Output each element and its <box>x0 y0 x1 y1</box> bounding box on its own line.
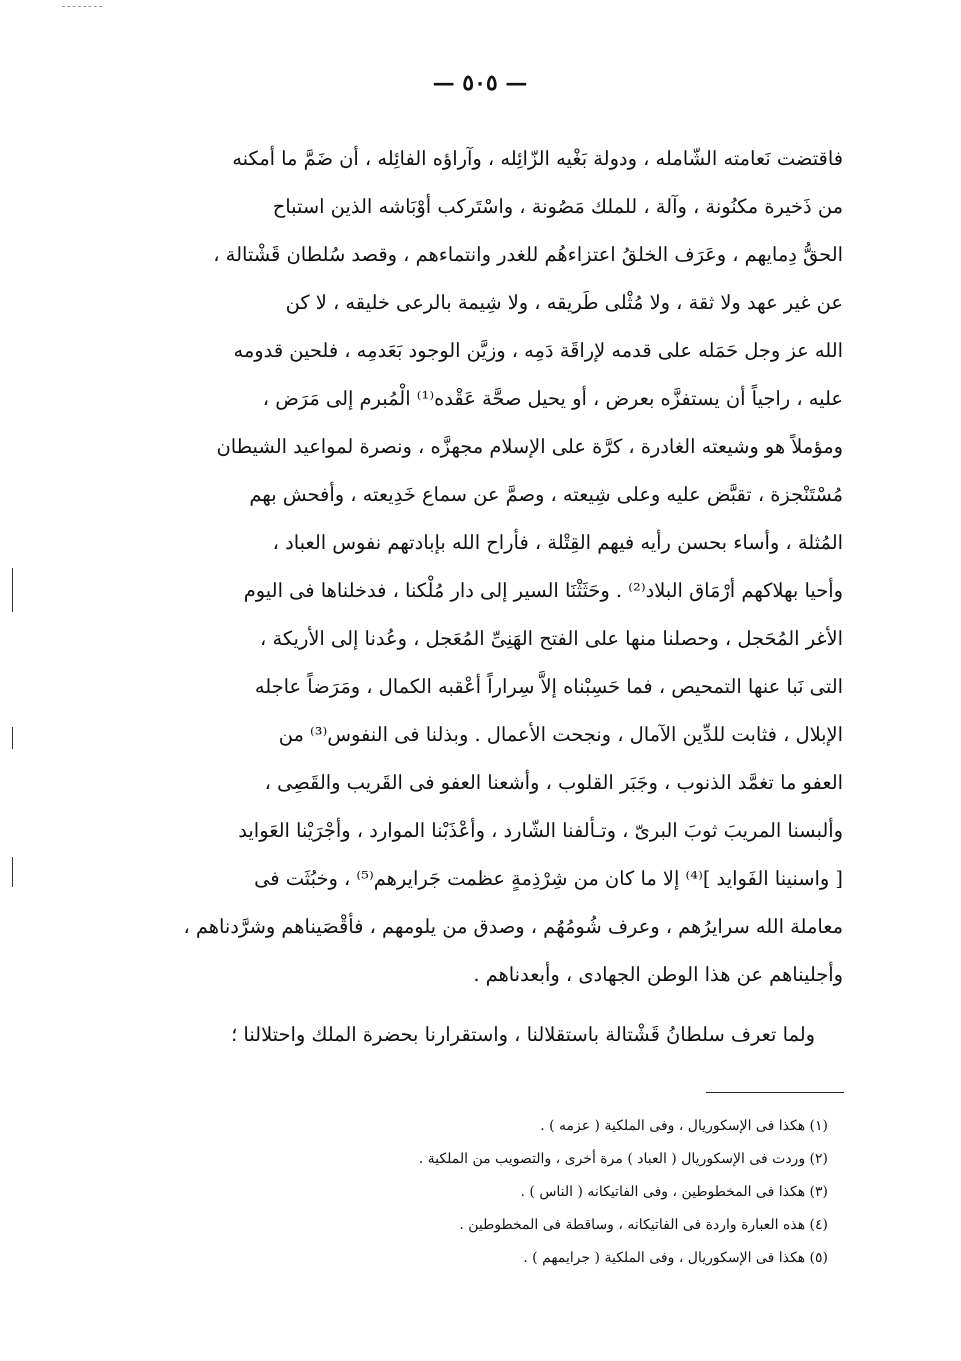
text-line: ومؤملاً هو وشيعته الغادرة ، كرَّة على الإسلام مجهزَّه ، ونصرة لمواعيد الشيطان <box>216 435 843 458</box>
text-line: التى نَبا عنها التمحيص ، فما حَسِبْناه إلاَّ سِراراً أعْقبه الكمال ، ومَرَضاً عاجله <box>254 675 843 698</box>
text-line: وألبسنا المريبَ ثوبَ البرىّ ، وتـألفنا الشّارد ، وأعْذَبْنا الموارد ، وأجْرَيْنا العَوايد <box>238 819 843 842</box>
text-line: عليه ، راجياً أن يستفزَّه بعرض ، أو يحيل صحَّة عَقْده⁽¹⁾ الْمُبرم إلى مَرَض ، <box>262 387 843 410</box>
footnote: (٣) هكذا فى المخطوطين ، وفى الفاتيكانه ( الناس ) . <box>520 1184 828 1200</box>
text-line: عن غير عهد ولا ثقة ، ولا مُثْلى طَريقه ، ولا شِيمة بالرعى خليقه ، لا كن <box>285 291 843 314</box>
margin-scan-mark <box>12 857 13 887</box>
text-line: المُثلة ، وأساء بحسن رأيه فيهم القِتْلة ، فأراح الله بإبادتهم نفوس العباد ، <box>272 531 843 554</box>
page-number: — ٥٠٥ — <box>432 70 528 96</box>
text-line: فاقتضت نَعامته الشّامله ، ودولة بَغْيه الزّائِله ، وآراؤه الفائِله ، أن ضَمَّ ما أمكنه <box>232 147 843 170</box>
text-line: معاملة الله سرايرُهم ، وعرف شُومُهُم ، وصدق من يلومهم ، فأقْصَيناهم وشرَّدناهم ، <box>183 915 843 938</box>
footnote: (٥) هكذا فى الإسكوريال ، وفى الملكية ( جرايمهم ) . <box>523 1250 828 1266</box>
footnote: (٢) وردت فى الإسكوريال ( العباد ) مرة أخرى ، والتصويب من الملكية . <box>418 1151 828 1167</box>
main-text <box>128 135 843 1059</box>
text-line: العفو ما تغمَّد الذنوب ، وجَبَر القلوب ، وأشعنا العفو فى القَريب والقَصِى ، <box>264 771 843 794</box>
text-line: مُسْتَنْجزة ، تقبَّض عليه وعلى شِيعته ، وصمَّ عن سماع خَدِيعته ، وأفحش بهم <box>249 483 843 506</box>
footnote-separator <box>706 1092 844 1093</box>
text-line: وأحيا بهلاكهم أرْمَاق البلاد⁽²⁾ . وحَثَثْنَا السير إلى دار مُلْكنا ، فدخلناها فى اليوم <box>243 579 843 602</box>
text-line: الأغر المُحَجل ، وحصلنا منها على الفتح الهَنِىِّ المُعَجل ، وعُدنا إلى الأريكة ، <box>260 627 843 650</box>
text-line: من ذَخيرة مكنُونة ، وآلة ، للملك مَصُونة ، واسْتَركب أوْبَاشه الذين استباح <box>272 195 843 218</box>
margin-scan-mark <box>12 568 13 612</box>
margin-scan-mark <box>12 727 13 749</box>
text-line: الله عز وجل حَمَله على قدمه لإراقَة دَمِه ، وزيَّن الوجود بَعَدمِه ، فلحين قدومه <box>233 339 843 362</box>
footnotes <box>300 1110 828 1275</box>
footnote: (١) هكذا فى الإسكوريال ، وفى الملكية ( عزمه ) . <box>540 1118 828 1134</box>
text-line: [ واسنينا الفَوايد ]⁽⁴⁾ إلا ما كان من شِرْذِمةٍ عظمت جَرايرهم⁽⁵⁾ ، وخبُثَت فى <box>254 867 843 890</box>
text-line: الحقُّ دِمايهم ، وعَرَف الخلقُ اعتزاءهُم للغدر وانتماءهم ، وقصد سُلطان قَشْتالة ، <box>213 243 843 266</box>
footnote: (٤) هذه العبارة واردة فى الفاتيكانه ، وساقطة فى المخطوطين . <box>459 1217 828 1233</box>
paragraph-start-line: ولما تعرف سلطانُ قَشْتالة باستقلالنا ، واستقرارنا بحضرة الملك واحتلالنا ؛ <box>231 1023 815 1046</box>
text-line: وأجليناهم عن هذا الوطن الجهادى ، وأبعدناهم . <box>473 963 843 986</box>
scan-artifact-mark <box>62 6 102 7</box>
text-line: الإبلال ، فثابت للدِّين الآمال ، ونجحت الأعمال . وبذلنا فى النفوس⁽³⁾ من <box>278 723 843 746</box>
